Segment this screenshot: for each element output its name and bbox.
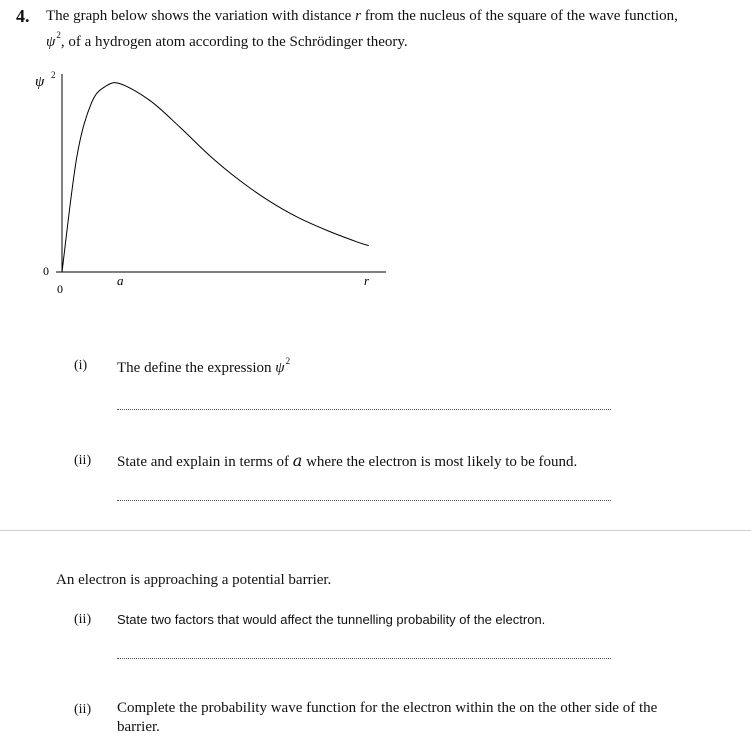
barrier-intro: An electron is approaching a potential barrier. xyxy=(56,572,332,588)
x-axis-label-r: r xyxy=(364,273,370,288)
psi-squared-curve xyxy=(62,83,369,272)
y-axis-label-psi: ψ xyxy=(35,74,45,90)
section-divider xyxy=(0,530,751,531)
psi-symbol: ψ xyxy=(275,360,285,376)
psi-exponent: 2 xyxy=(285,356,291,366)
part-ii-b-text: State two factors that would affect the tunnelling probability of the electron. xyxy=(117,612,546,627)
part-ii-c-line2: barrier. xyxy=(117,719,160,735)
part-ii-text xyxy=(117,451,577,471)
psi-symbol: ψ xyxy=(46,34,56,50)
intro-text-after: from the nucleus of the square of the wave function, xyxy=(360,8,678,24)
question-intro-line1 xyxy=(46,8,678,25)
psi-squared-graph xyxy=(0,60,400,300)
part-ii-number: (ii) xyxy=(74,453,92,468)
part-i-number: (i) xyxy=(74,358,88,373)
x-zero-label: 0 xyxy=(57,282,63,296)
answer-line-ii-b[interactable] xyxy=(117,658,611,659)
psi-exponent: 2 xyxy=(56,30,61,40)
part-ii-c-line1: Complete the probability wave function for the electron within the on the other side of the xyxy=(117,700,658,716)
answer-line-i[interactable] xyxy=(117,409,611,410)
question-intro-line2 xyxy=(46,30,408,51)
part-ii-prompt-after: where the electron is most likely to be found. xyxy=(302,454,578,470)
x-tick-a: a xyxy=(117,273,124,288)
part-ii-c-number: (ii) xyxy=(74,702,92,717)
part-i-text xyxy=(117,356,290,377)
question-number: 4. xyxy=(16,6,30,26)
part-ii-b-number: (ii) xyxy=(74,612,92,627)
answer-line-ii[interactable] xyxy=(117,500,611,501)
y-zero-label: 0 xyxy=(43,264,49,278)
y-axis-label-exponent: 2 xyxy=(51,70,56,80)
intro-text-before: The graph below shows the variation with distance xyxy=(46,8,356,24)
variable-r: r xyxy=(355,8,361,24)
intro-line2-text: , of a hydrogen atom according to the Schrödinger theory. xyxy=(60,34,408,50)
part-ii-prompt-before: State and explain in terms of xyxy=(117,454,293,470)
variable-a: a xyxy=(292,451,303,470)
part-i-prompt: The define the expression xyxy=(117,360,276,376)
